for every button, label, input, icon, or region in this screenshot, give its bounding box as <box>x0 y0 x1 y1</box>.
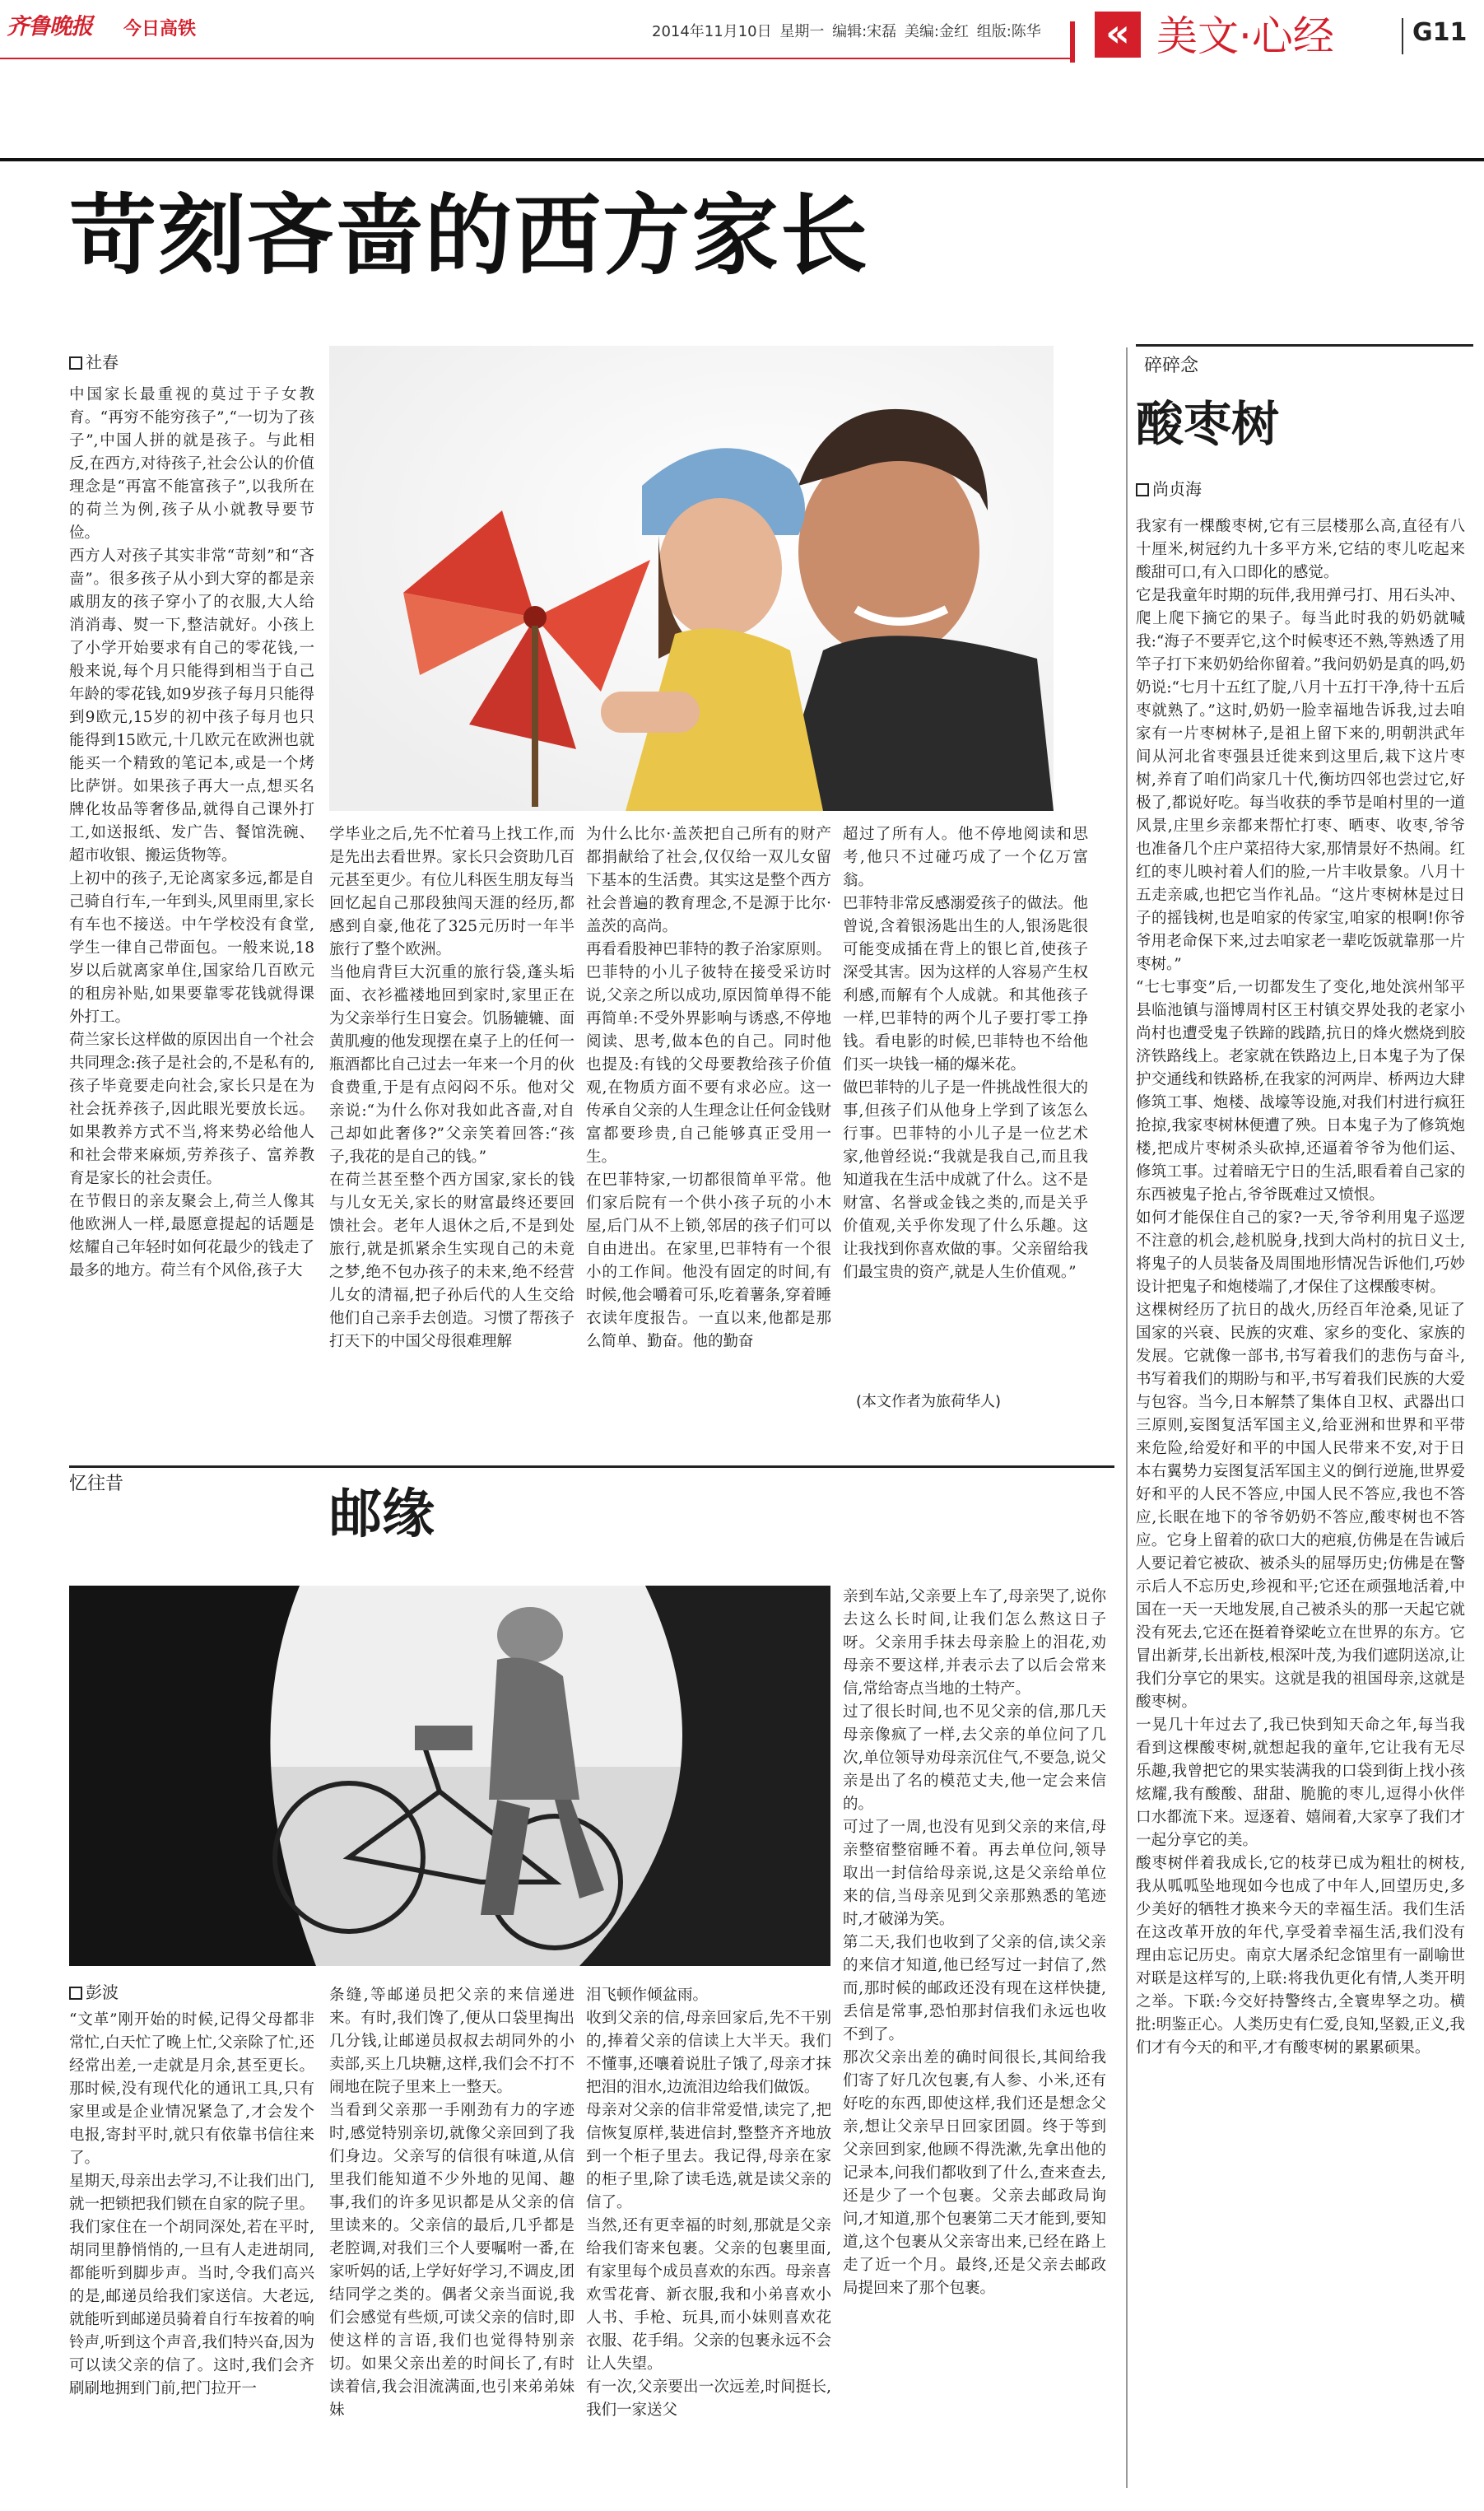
top-rule <box>0 158 1484 161</box>
page-title: 苛刻吝啬的西方家长 <box>69 185 869 287</box>
postal-column-3: 泪飞顿作倾盆雨。 收到父亲的信,母亲回家后,先不干别的,捧着父亲的信读上大半天。我们不懂事,还嚷着说肚子饿了,母亲才抹把泪的泪水,边流泪边给我们做饭。 母亲对父亲的信非常爱惜,读完了,把信恢复原样,装进信封,整整齐齐地放到一个柜子里去。我记得,母亲在家的柜子里,除了读毛选,就是读父亲的信了。 当然,还有更幸福的时刻,那就是父亲给我们寄来包裹。父亲的包裹里面,有家里每个成员喜欢的东西。母亲喜欢雪花膏、新衣服,我和小弟喜欢小人书、手枪、玩具,而小妹则喜欢花衣服、花手绢。父亲的包裹永远不会让人失望。 有一次,父亲要出一次远差,时间挺长,我们一家送父 <box>586 1987 831 2419</box>
byline <box>69 349 119 373</box>
postal-column-4: 亲到车站,父亲要上车了,母亲哭了,说你去这么长时间,让我们怎么熬这日子呀。父亲用手抹去母亲脸上的泪花,劝母亲不要这样,并表示去了以后会常来信,常给寄点当地的土特产。 过了很长时间,也不见父亲的信,那几天母亲像疯了一样,去父亲的单位问了几次,单位领导劝母亲沉住气,不要急,说父亲是出了名的模范丈夫,他一定会来信的。 可过了一周,也没有见到父亲的来信,母亲整宿整宿睡不着。再去单位问,领导取出一封信给母亲说,这是父亲给单位来的信,当母亲见到父亲那熟悉的笔迹时,才破涕为笑。 第二天,我们也收到了父亲的信,读父亲的来信才知道,他已经写过一封信了,然而,那时候的邮政还没有现在这样快捷,丢信是常事,恐怕那封信我们永远也收不到了。 那次父亲出差的确时间很长,其间给我们寄了好几次包裹,有人参、小米,还有好吃的东西,即使这样,我们还是想念父亲,想让父亲早日回家团圆。终于等到父亲回到家,他顾不得洗漱,先拿出他的记录本,问我们都收到了什么,查来查去,还是少了一个包裹。父亲去邮政局询问,才知道,那个包裹第二天才能到,要知道,这个包裹从父亲寄出来,已经在路上走了近一个月。最终,还是父亲去邮政局提回来了那个包裹。 <box>843 1588 1106 2297</box>
article-column-4: 超过了所有人。他不停地阅读和思考,他只不过碰巧成了一个亿万富翁。 巴菲特非常反感溺爱孩子的做法。他曾说,含着银汤匙出生的人,银汤匙很可能变成插在背上的银匕首,使孩子深受其害。因为这样的人容易产生权利感,而解有个人成就。和其他孩子一样,巴菲特的两个儿子要打零工挣钱。看电影的时候,巴菲特也不给他们买一块钱一桶的爆米花。 做巴菲特的儿子是一件挑战性很大的事,但孩子们从他身上学到了该怎么行事。巴菲特的小儿子是一位艺术家,他曾经说:“我就是我自己,而且我知道我在生活中成就了什么。这不是财富、名誉或金钱之类的,而是关乎价值观,关乎你发现了什么乐趣。这让我找到你喜欢做的事。父亲留给我们最宝贵的资产,就是人生价值观。” <box>843 826 1088 1281</box>
postman-bicycle-photo <box>69 1586 830 1966</box>
postman-illustration <box>69 1586 830 1966</box>
postal-column-2: 条缝,等邮递员把父亲的来信递进来。有时,我们馋了,便从口袋里掏出几分钱,让邮递员叔叔去胡同外的小卖部,买上几块糖,这样,我们会不打不闹地在院子里来上一整天。 当看到父亲那一手刚劲有力的字迹时,感觉特别亲切,就像父亲回到了我们身边。父亲写的信很有味道,从信里我们能知道不少外地的见闻、趣事,我们的许多见识都是从父亲的信里读来的。父亲信的最后,几乎都是老腔调,对我们三个人要嘱咐一番,在家听妈的话,上学好好学习,不调皮,团结同学之类的。偶者父亲当面说,我们会感觉有些烦,可读父亲的信时,即使这样的言语,我们也觉得特别亲切。如果父亲出差的时间长了,有时读着信,我会泪流满面,也引来弟弟妹妹 <box>329 1987 575 2419</box>
essay-title: 酸枣树 <box>1136 396 1280 452</box>
byline-author: 尚贞海 <box>1152 479 1202 499</box>
byline-square-icon <box>1136 483 1149 496</box>
layout-editor-credit: 组版:陈华 <box>976 23 1041 40</box>
essay-body: 我家有一棵酸枣树,它有三层楼那么高,直径有八十厘米,树冠约九十多平方米,它结的枣儿吃起来酸甜可口,有入口即化的感觉。 它是我童年时期的玩伴,我用弹弓打、用石头冲、爬上爬下摘它的果子。每当此时我的奶奶就喊我:“海子不要弄它,这个时候枣还不熟,等熟透了用竿子打下来奶奶给你留着。”我问奶奶是真的吗,奶奶说:“七月十五红了腚,八月十五打干净,待十五后枣就熟了。”这时,奶奶一脸幸福地告诉我,过去咱家有一片枣树林子,是祖上留下来的,明朝洪武年间从河北省枣强县迁徙来到这里后,栽下这片枣树,养育了咱们尚家几十代,衡坊四邻也尝过它,好极了,都说好吃。每当收获的季节是咱村里的一道风景,庄里乡亲都来帮忙打枣、晒枣、收枣,爷爷也准备几个庄户菜招待大家,那情景好不热闹。红红的枣儿映衬着人们的脸,一片丰收景象。八月十五走亲戚,也把它当作礼品。“这片枣树林是过日子的摇钱树,也是咱家的传家宝,咱家的根啊!你爷爷用老命保下来,过去咱家老一辈吃饭就靠那一片枣树。” “七七事变”后,一切都发生了变化,地处滨州邹平县临池镇与淄博周村区王村镇交界处我的老家小尚村也遭受鬼子铁蹄的践踏,抗日的烽火燃烧到胶济铁路线上。老家就在铁路边上,日本鬼子为了保护交通线和铁路桥,在我家的河两岸、桥两边大肆修筑工事、炮楼、战壕等设施,对我们村进行疯狂抢掠,我家枣树林便遭了殃。日本鬼子为了修筑炮楼,把成片枣树杀头砍掉,还逼着爷爷为他们运、修筑工事。过着暗无宁日的生活,眼看着自己家的东西被鬼子抢占,爷爷既难过又愤恨。 如何才能保住自己的家?一天,爷爷利用鬼子巡逻不注意的机会,趁机脱身,找到大尚村的抗日义士,将鬼子的人员装备及周围地形情况告诉他们,巧妙设计把鬼子和炮楼端了,才保住了这棵酸枣树。 这棵树经历了抗日的战火,历经百年沧桑,见证了国家的兴衰、民族的灾难、家乡的变化、家族的发展。它就像一部书,书写着我们的悲伤与奋斗,书写着我们的期盼与和平,书写着我们民族的大爱与包容。当今,日本解禁了集体自卫权、武器出口三原则,妄图复活军国主义,给亚洲和世界和平带来危险,给爱好和平的中国人民带来不安,对于日本右翼势力妄图复活军国主义的倒行逆施,世界爱好和平的人民不答应,中国人民不答应,我也不答应,长眠在地下的爷爷奶奶不答应,酸枣树也不答应。它身上留着的砍口大的疤痕,仿佛是在告诫后人要记着它被砍、被杀头的屈辱历史;仿佛是在警示后人不忘历史,珍视和平;它还在顽强地活着,中国在一天一天地发展,自己被杀头的那一天起它就没有死去,它还在挺着脊梁屹立在世界的东方。它冒出新芽,长出新枝,根深叶茂,为我们遮阴送凉,让我们分享它的果实。这就是我的祖国母亲,这就是酸枣树。 一晃几十年过去了,我已快到知天命之年,每当我看到这棵酸枣树,就想起我的童年,它让我有无尽乐趣,我曾把它的果实装满我的口袋到街上找小孩炫耀,我有酸酸、甜甜、脆脆的枣儿,逗得小伙伴口水都流下来。逗逐着、嬉闹着,大家享了我们才一起分享它的美。 酸枣树伴着我成长,它的枝芽已成为粗壮的树枝,我从呱呱坠地现如今也成了中年人,回望历史,多少美好的牺牲才换来今天的幸福生活。我们生活在这改革开放的年代,享受着幸福生活,我们没有理由忘记历史。南京大屠杀纪念馆里有一副喻世对联是这样写的,上联:将我仇更化有情,人类开明之举。下联:今交好持警终古,全寰卑孥之功。横批:明鉴正心。人类历史有仁爱,良知,坚毅,正义,我们才有今天的和平,才有酸枣树的累累硕果。 <box>1136 518 1465 2057</box>
byline-author: 彭波 <box>86 1982 119 2002</box>
newspaper-logo: 齐鲁晚报 <box>7 14 92 40</box>
essay-title: 邮缘 <box>329 1484 435 1545</box>
page-number-divider <box>1402 18 1403 54</box>
issue-weekday: 星期一 <box>779 23 825 40</box>
article-column-3: 为什么比尔·盖茨把自己所有的财产都捐献给了社会,仅仅给一双儿女留下基本的生活费。其实这是整个西方社会普遍的教育理念,不是源于比尔·盖茨的高尚。 再看看股神巴菲特的教子治家原则。巴菲特的小儿子彼特在接受采访时说,父亲之所以成功,原因简单得不能再简单:不受外界影响与诱惑,不停地阅读、思考,做本色的自己。同时他也提及:有钱的父母要教给孩子价值观,在物质方面不要有求必应。这一传承自父亲的人生理念让任何金钱财富都要珍贵,自己能够真正受用一生。 在巴菲特家,一切都很简单平常。他们家后院有一个供小孩子玩的小木屋,后门从不上锁,邻居的孩子们可以自由进出。在家里,巴菲特有一个很小的工作间。他没有固定的时间,有时候,他会嚼着可乐,吃着薯条,穿着睡衣读年度报告。一直以来,他都是那么简单、勤奋。他的勤奋 <box>586 826 831 1350</box>
page-number: G11 <box>1412 18 1468 47</box>
chevron-left-icon: « <box>1095 12 1141 58</box>
byline-square-icon <box>69 1987 82 2000</box>
masthead-rule <box>0 58 1070 59</box>
art-editor-credit: 美编:金红 <box>904 23 969 40</box>
section-label: 今日高铁 <box>123 19 197 40</box>
postal-column-1: “文革”刚开始的时候,记得父母都非常忙,白天忙了晚上忙,父亲除了忙,还经常出差,一走就是月余,甚至更长。那时候,没有现代化的通讯工具,只有家里或是企业情况紧急了,才会发个电报,寄封平时,就只有依靠书信往来了。 星期天,母亲出去学习,不让我们出门,就一把锁把我们锁在自家的院子里。我们家住在一个胡同深处,若在平时,胡同里静悄悄的,一旦有人走进胡同,都能听到脚步声。当时,令我们高兴的是,邮递员给我们家送信。大老远,就能听到邮递员骑着自行车按着的响铃声,听到这个声音,我们特兴奋,因为可以读父亲的信了。这时,我们会齐刷刷地拥到门前,把门拉开一 <box>69 2011 314 2397</box>
section-kicker: 忆往昔 <box>69 1474 124 1494</box>
section-rule <box>69 1465 1114 1468</box>
masthead-divider <box>1070 21 1075 63</box>
father-daughter-photo <box>329 346 1054 811</box>
article-column-1: 中国家长最重视的莫过于子女教育。“再穷不能穷孩子”,“一切为了孩子”,中国人拼的就是孩子。与此相反,在西方,对待孩子,社会公认的价值理念是“再富不能富孩子”,以我所在的荷兰为例,孩子从小就教导要节俭。 西方人对孩子其实非常“苛刻”和“吝啬”。很多孩子从小到大穿的都是亲戚朋友的孩子穿小了的衣服,大人给消消毒、熨一下,整洁就好。小孩上了小学开始要求有自己的零花钱,一般来说,每个月只能得到相当于自己年龄的零花钱,如9岁孩子每月只能得到9欧元,15岁的初中孩子每月也只能得到15欧元,十几欧元在欧洲也就能买一个精致的笔记本,或是一个烤比萨饼。如果孩子再大一点,想买名牌化妆品等奢侈品,就得自己课外打工,如送报纸、发广告、餐馆洗碗、超市收银、搬运货物等。 上初中的孩子,无论离家多远,都是自己骑自行车,一年到头,风里雨里,家长有车也不接送。中午学校没有食堂,学生一律自己带面包。一般来说,18岁以后就离家单住,国家给几百欧元的租房补贴,如果要靠零花钱就得课外打工。 荷兰家长这样做的原因出自一个社会共同理念:孩子是社会的,不是私有的,孩子毕竟要走向社会,家长只是在为社会抚养孩子,因此眼光要放长远。如果教养方式不当,将来势必给他人和社会带来麻烦,劳养孩子、富养教育是家长的社会责任。 在节假日的亲友聚会上,荷兰人像其他欧洲人一样,最愿意提起的话题是炫耀自己年轻时如何花最少的钱走了最多的地方。荷兰有个风俗,孩子大 <box>69 386 314 1279</box>
essay-byline <box>69 1979 119 2003</box>
issue-date: 2014年11月10日 <box>652 23 772 40</box>
essay-byline <box>1136 476 1202 500</box>
editor-credit: 编辑:宋磊 <box>832 23 897 40</box>
author-note: (本文作者为旅荷华人) <box>856 1393 1002 1410</box>
byline-author: 社春 <box>86 352 119 372</box>
issue-meta <box>652 20 1041 41</box>
column-divider <box>1126 347 1128 2488</box>
page-section-title: 美文·心经 <box>1156 12 1334 60</box>
section-kicker: 碎碎念 <box>1136 344 1473 372</box>
father-daughter-illustration <box>329 346 1054 811</box>
byline-square-icon <box>69 356 82 370</box>
article-column-2: 学毕业之后,先不忙着马上找工作,而是先出去看世界。家长只会资助几百元甚至更少。有位儿科医生朋友每当回忆起自己那段独闯天涯的经历,都感到自豪,他花了325元历时一年半旅行了整个欧洲。 当他肩背巨大沉重的旅行袋,蓬头垢面、衣衫褴褛地回到家时,家里正在为父亲举行生日宴会。饥肠辘辘、面黄肌瘦的他发现摆在桌子上的任何一瓶酒都比自己过去一年来一个月的伙食费重,于是有点闷闷不乐。他对父亲说:“为什么你对我如此吝啬,对自己却如此奢侈?”父亲笑着回答:“孩子,我花的是自己的钱。” 在荷兰甚至整个西方国家,家长的钱与儿女无关,家长的财富最终还要回馈社会。老年人退休之后,不是到处旅行,就是抓紧余生实现自己的未竟之梦,绝不包办孩子的未来,绝不经营儿女的清福,把子孙后代的人生交给他们自己亲手去创造。习惯了帮孩子打天下的中国父母很难理解 <box>329 826 575 1350</box>
